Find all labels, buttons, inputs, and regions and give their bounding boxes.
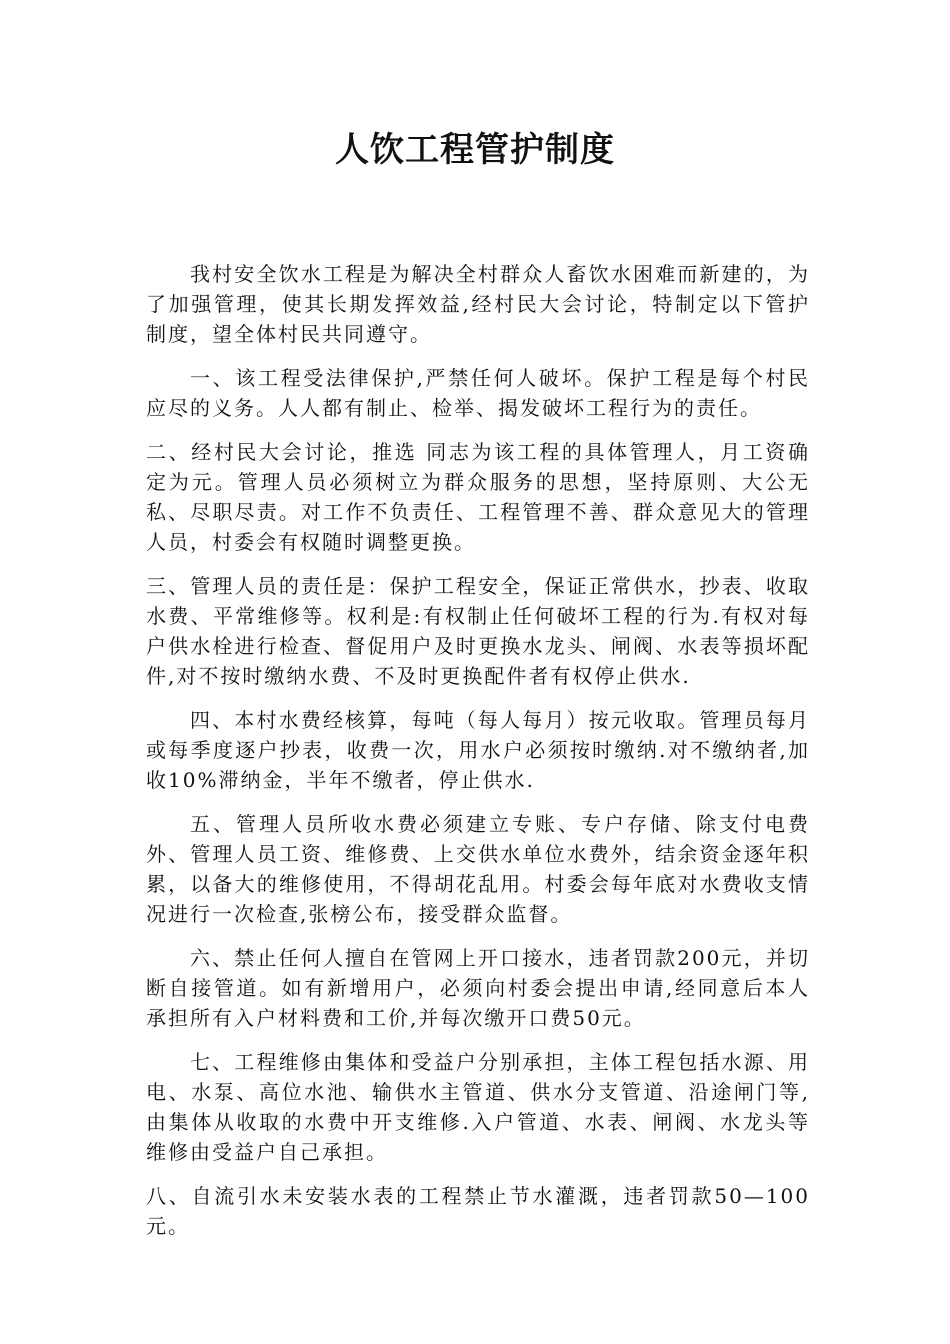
paragraph-rule-5: 五、管理人员所收水费必须建立专账、专户存储、除支付电费外、管理人员工资、维修费、上交供水单位水费外，结余资金逐年积累，以备大的维修使用，不得胡花乱用。村委会每年底对水费收支情况进行一次检查,张榜公布，接受群众监督。 [146,812,810,926]
paragraph-rule-2: 二、经村民大会讨论，推选 同志为该工程的具体管理人，月工资确定为元。管理人员必须树立为群众服务的思想，坚持原则、大公无私、尽职尽责。对工作不负责任、工程管理不善、群众意见大的管理人员，村委会有权随时调整更换。 [146,440,810,554]
paragraph-rule-7: 七、工程维修由集体和受益户分别承担，主体工程包括水源、用电、水泵、高位水池、输供水主管道、供水分支管道、沿途闸门等,由集体从收取的水费中开支维修.入户管道、水表、闸阀、水龙头等维修由受益户自己承担。 [146,1050,810,1164]
paragraph-rule-8: 八、自流引水未安装水表的工程禁止节水灌溉，违者罚款50—100元。 [146,1184,810,1238]
paragraph-intro: 我村安全饮水工程是为解决全村群众人畜饮水困难而新建的，为了加强管理，使其长期发挥效益,经村民大会讨论，特制定以下管护制度，望全体村民共同遵守。 [146,262,810,346]
paragraph-rule-3: 三、管理人员的责任是：保护工程安全，保证正常供水，抄表、收取水费、平常维修等。权利是:有权制止任何破坏工程的行为.有权对每户供水栓进行检查、督促用户及时更换水龙头、闸阀、水表等损坏配件,对不按时缴纳水费、不及时更换配件者有权停止供水. [146,574,810,688]
paragraph-rule-6: 六、禁止任何人擅自在管网上开口接水，违者罚款200元，并切断自接管道。如有新增用户，必须向村委会提出申请,经同意后本人承担所有入户材料费和工价,并每次缴开口费50元。 [146,946,810,1030]
document-title: 人饮工程管护制度 [335,130,615,170]
paragraph-rule-4: 四、本村水费经核算，每吨（每人每月）按元收取。管理员每月或每季度逐户抄表，收费一次，用水户必须按时缴纳.对不缴纳者,加收10%滞纳金，半年不缴者，停止供水. [146,708,810,792]
paragraph-rule-1: 一、该工程受法律保护,严禁任何人破坏。保护工程是每个村民应尽的义务。人人都有制止、检举、揭发破坏工程行为的责任。 [146,366,810,420]
document-body [146,259,810,1255]
